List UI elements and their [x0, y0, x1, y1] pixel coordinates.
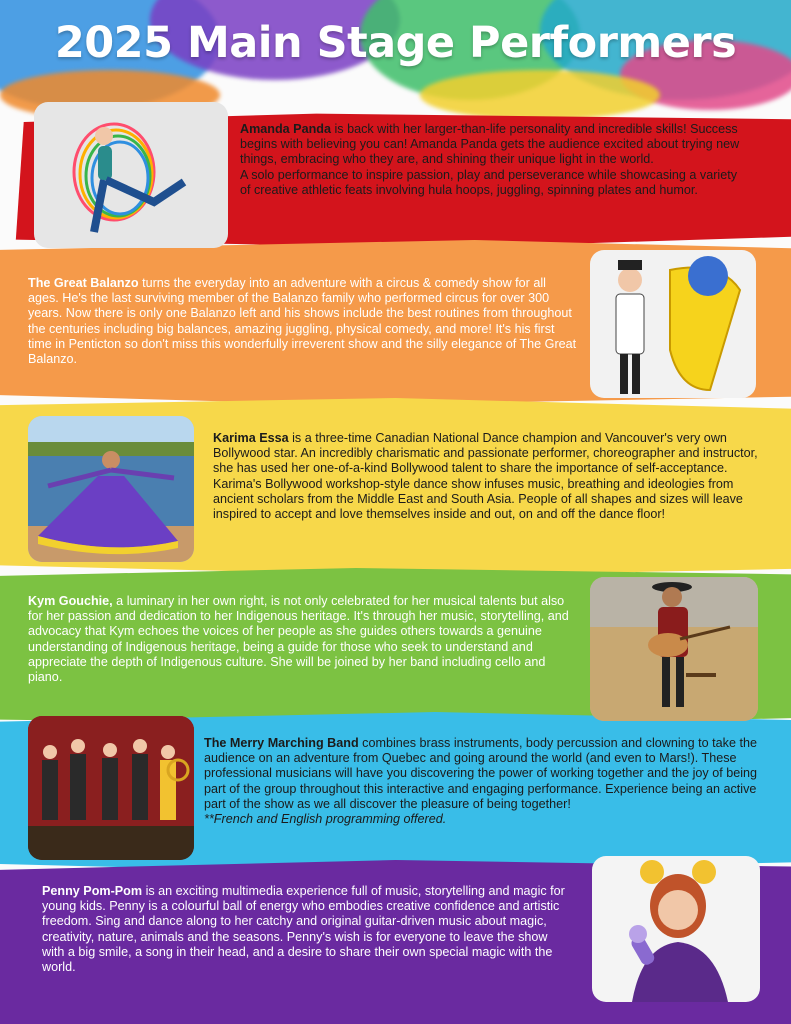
- paint-splash-yellow: [420, 70, 660, 120]
- performer-name: Amanda Panda: [240, 122, 331, 136]
- performer-photo-merry-marching-band: [28, 716, 194, 860]
- performer-photo-kym-gouchie: [590, 577, 758, 721]
- hula-hoop-performer-image: [34, 102, 228, 248]
- guitarist-in-field-image: [590, 577, 758, 721]
- performer-name: The Merry Marching Band: [204, 736, 359, 750]
- performer-description-amanda-panda: Amanda Panda is back with her larger-than-life personality and incredible skills! Success begins with believing you can! Amanda Panda gets the audience excited about trying new things, embracing who they are, and shining their unique light in the world. A solo performance to inspire passion, play and perseverance while showcasing a variety of creative athletic feats involving hula hoops, juggling, spinning plates and humor.: [240, 122, 740, 197]
- performer-description-great-balanzo: The Great Balanzo turns the everyday into an adventure with a circus & comedy show for all ages. He's the last surviving member of the Balanzo family who performed circus for over 300 years. Now there is only one Balanzo left and his shows include the best routines from throughout the centuries including big balances, amazing juggling, physical comedy, and more! It's his first time in Penticton so don't miss this wonderfully irreverent show and the silly elegance of The Great Balanzo.: [28, 276, 577, 367]
- performer-description-karima-essa: Karima Essa is a three-time Canadian National Dance champion and Vancouver's very own Bollywood star. An incredibly charismatic and passionate performer, choreographer and instructor, she has used her one-of-a-kind Bollywood talent to share the importance of self-acceptance. Karima's Bollywood workshop-style dance show infuses music, breathing and ideologies from ancient scholars from the Middle East and South Asia. People of all shapes and sizes will leave inspired to accept and love themselves inside and out, on and off the dance floor!: [213, 431, 758, 522]
- performer-with-microphone-image: [592, 856, 760, 1002]
- performer-description-merry-marching-band: The Merry Marching Band combines brass instruments, body percussion and clowning to take the audience on an adventure from Quebec and going around the world (and even to Mars!). These professional musicians will have you discovering the power of working together and the joy of being part of the group throughout this interactive and engaging performance. Experience being an active part of the show as we all discover the pleasure of being together! **French and English programming offered.: [204, 736, 758, 827]
- clown-with-banana-sign-image: [590, 250, 756, 398]
- page-title: 2025 Main Stage Performers: [54, 18, 737, 68]
- performer-name: The Great Balanzo: [28, 276, 139, 290]
- performer-photo-karima-essa: [28, 416, 194, 562]
- programming-note: **French and English programming offered.: [204, 812, 447, 827]
- performer-description-kym-gouchie: Kym Gouchie, a luminary in her own right, is not only celebrated for her musical talents but also for her passion and dedication to her Indigenous heritage. It's through her music, storytelling, and advocacy that Kym echoes the voices of her people as she guides others towards a genuine understanding of Indigenous heritage, being a guide for those who seek to understand and appreciate the depth of Indigenous culture. She will be joined by her band including cello and piano.: [28, 594, 569, 685]
- marching-band-on-stage-image: [28, 716, 194, 860]
- performer-photo-amanda-panda: [34, 102, 228, 248]
- performer-photo-penny-pom-pom: [592, 856, 760, 1002]
- performer-name: Karima Essa: [213, 431, 289, 445]
- performer-description-penny-pom-pom: Penny Pom-Pom is an exciting multimedia experience full of music, storytelling and magic for young kids. Penny is a colourful ball of energy who embodies creative confidence and artistic freedom. Sing and dance along to her catchy and original guitar-driven music about magic, creativity, nature, animals and the seasons. Penny's wish is for everyone to leave the show with a big smile, a song in their head, and a desire to share their own special magic with the world.: [42, 884, 565, 975]
- performer-photo-great-balanzo: [590, 250, 756, 398]
- performer-name: Kym Gouchie,: [28, 594, 113, 608]
- bollywood-dancer-image: [28, 416, 194, 562]
- performer-name: Penny Pom-Pom: [42, 884, 143, 898]
